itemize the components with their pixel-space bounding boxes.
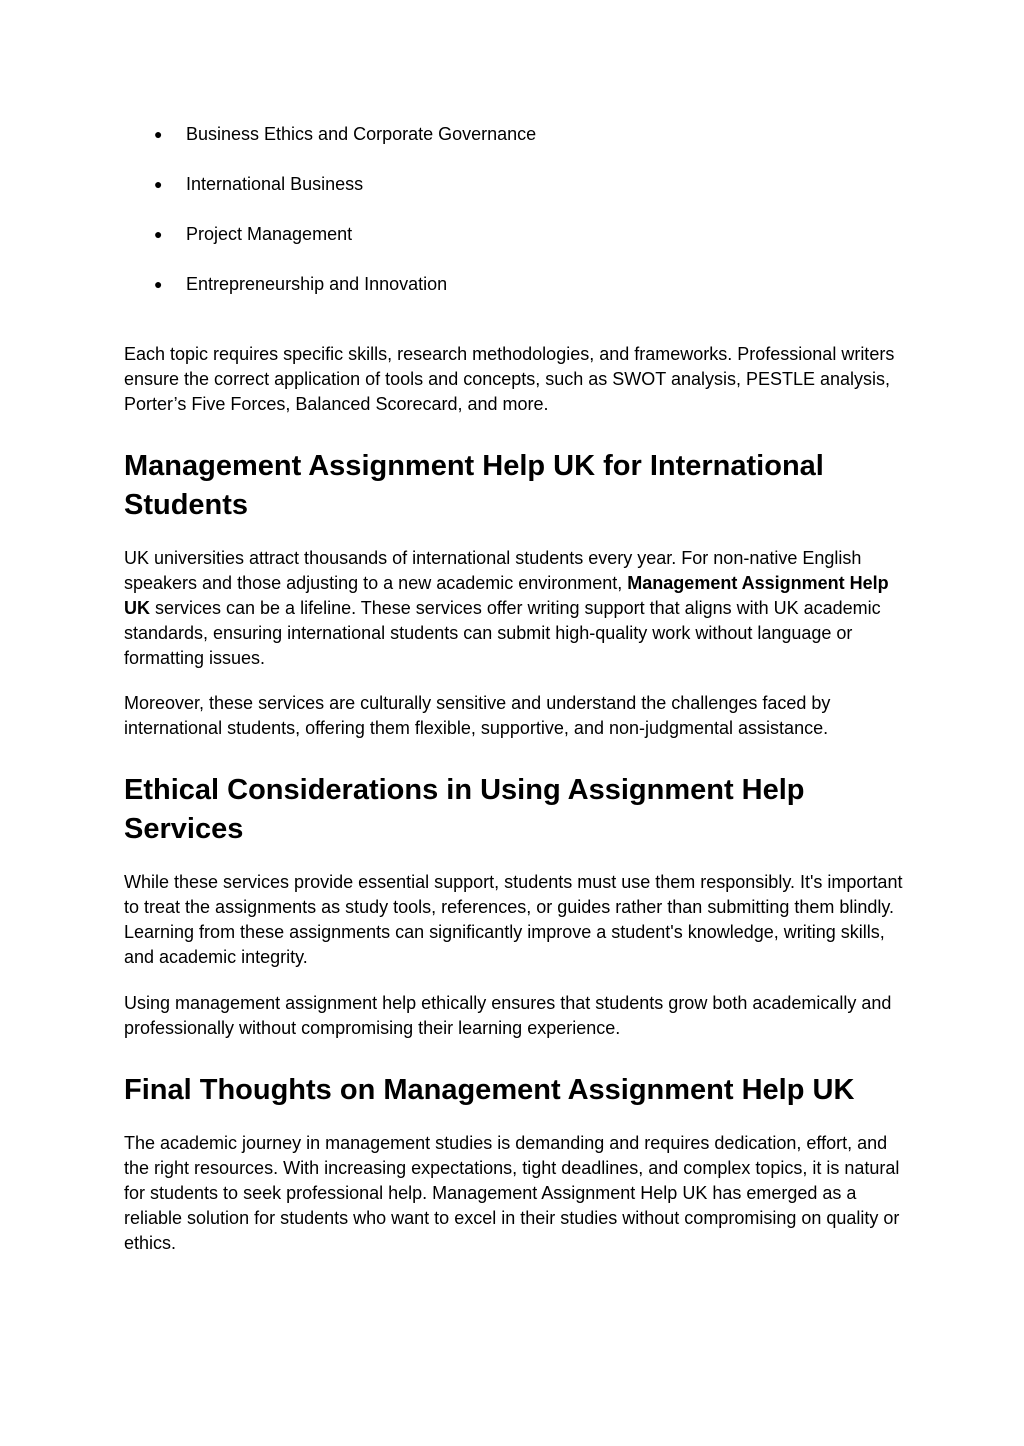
list-item: [154, 222, 854, 272]
bullet-icon: ●: [154, 126, 163, 142]
list-item-text: Business Ethics and Corporate Governance: [186, 124, 537, 144]
list-item: [154, 272, 854, 322]
list-item: [154, 172, 854, 222]
section-heading-final: Final Thoughts on Management Assignment Help UK: [124, 1074, 855, 1106]
bold-phrase: Management Assignment Help UK: [124, 573, 889, 618]
list-item-text: International Business: [186, 174, 364, 194]
ethics-paragraph-2: Using management assignment help ethically ensures that students grow both academically and professionally without compromising their learning experience.: [124, 993, 892, 1038]
topics-paragraph: Each topic requires specific skills, research methodologies, and frameworks. Professional writers ensure the correct application of tools and concepts, such as SWOT analysis, PESTLE analysis, Porter’s Five Forces, Balanced Scorecard, and more.: [124, 344, 895, 414]
bullet-icon: ●: [154, 226, 163, 242]
final-paragraph-1: The academic journey in management studies is demanding and requires dedication, effort, and the right resources. With increasing expectations, tight deadlines, and complex topics, it is natural for students to seek professional help. Management Assignment Help UK has emerged as a reliable solution for students who want to excel in their studies without compromising on quality or ethics.: [124, 1133, 900, 1253]
paragraph-text: services can be a lifeline. These services offer writing support that aligns with UK academic standards, ensuring international students can submit high-quality work without language or formatting issues.: [124, 598, 881, 668]
list-item: [154, 122, 854, 172]
section-heading-international: Management Assignment Help UK for International Students: [124, 450, 824, 521]
bullet-icon: ●: [154, 176, 163, 192]
topic-list: [154, 122, 854, 322]
paragraph-text: UK universities attract thousands of international students every year. For non-native English speakers and those adjusting to a new academic environment,: [124, 548, 862, 593]
ethics-paragraph-1: While these services provide essential support, students must use them responsibly. It's important to treat the assignments as study tools, references, or guides rather than submitting them blindly. Learning from these assignments can significantly improve a student's knowledge, writing skills, and academic integrity.: [124, 872, 903, 967]
international-paragraph-2: Moreover, these services are culturally sensitive and understand the challenges faced by international students, offering them flexible, supportive, and non-judgmental assistance.: [124, 693, 831, 738]
list-item-text: Project Management: [186, 224, 353, 244]
international-paragraph-1: [124, 546, 914, 671]
bullet-icon: ●: [154, 276, 163, 292]
section-heading-ethics: Ethical Considerations in Using Assignment Help Services: [124, 774, 805, 845]
list-item-text: Entrepreneurship and Innovation: [186, 274, 448, 294]
